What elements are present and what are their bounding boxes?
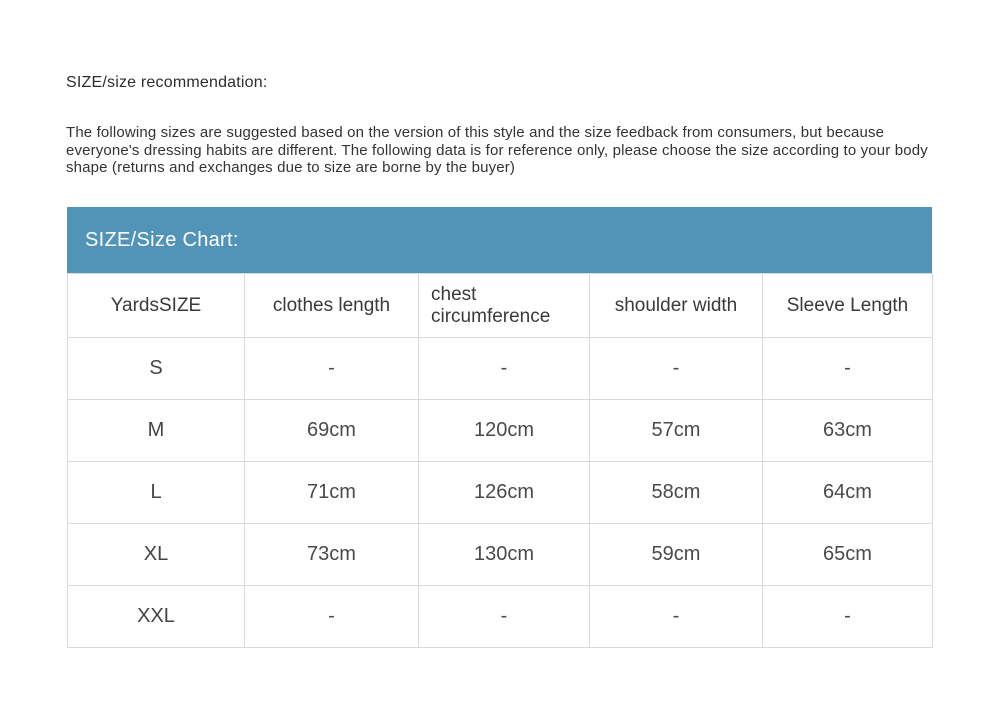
column-header-chest-circumference: chest circumference xyxy=(419,274,590,338)
column-header-size: YardsSIZE xyxy=(68,274,245,338)
column-header-shoulder-width: shoulder width xyxy=(590,274,763,338)
size-cell: XXL xyxy=(68,586,245,648)
size-note-paragraph: The following sizes are suggested based on the version of this style and the size feedback from consumers, but because everyone's dressing habits are different. The following data is for reference only, please choose the size according to your body shape (returns and exchanges due to size are borne by the buyer) xyxy=(66,124,928,176)
value-cell: 65cm xyxy=(763,524,933,586)
value-cell: 57cm xyxy=(590,400,763,462)
value-cell: 64cm xyxy=(763,462,933,524)
value-cell: 58cm xyxy=(590,462,763,524)
value-cell: - xyxy=(590,586,763,648)
size-cell: XL xyxy=(68,524,245,586)
value-cell: - xyxy=(763,338,933,400)
value-cell: 69cm xyxy=(245,400,419,462)
value-cell: 130cm xyxy=(419,524,590,586)
size-cell: L xyxy=(68,462,245,524)
value-cell: - xyxy=(419,586,590,648)
value-cell: 73cm xyxy=(245,524,419,586)
page-title: SIZE/size recommendation: xyxy=(66,74,268,91)
value-cell: 126cm xyxy=(419,462,590,524)
size-cell: S xyxy=(68,338,245,400)
value-cell: - xyxy=(763,586,933,648)
value-cell: - xyxy=(245,586,419,648)
table-row xyxy=(68,586,933,648)
value-cell: 120cm xyxy=(419,400,590,462)
size-chart-title: SIZE/Size Chart: xyxy=(85,228,239,251)
table-row xyxy=(68,462,933,524)
value-cell: - xyxy=(245,338,419,400)
value-cell: 63cm xyxy=(763,400,933,462)
size-chart-table xyxy=(67,273,933,648)
size-cell: M xyxy=(68,400,245,462)
table-row xyxy=(68,400,933,462)
size-chart-title-bar xyxy=(67,207,932,273)
column-header-sleeve-length: Sleeve Length xyxy=(763,274,933,338)
table-row xyxy=(68,524,933,586)
value-cell: - xyxy=(590,338,763,400)
table-header-row xyxy=(68,274,933,338)
column-header-clothes-length: clothes length xyxy=(245,274,419,338)
value-cell: 71cm xyxy=(245,462,419,524)
value-cell: - xyxy=(419,338,590,400)
value-cell: 59cm xyxy=(590,524,763,586)
table-row xyxy=(68,338,933,400)
